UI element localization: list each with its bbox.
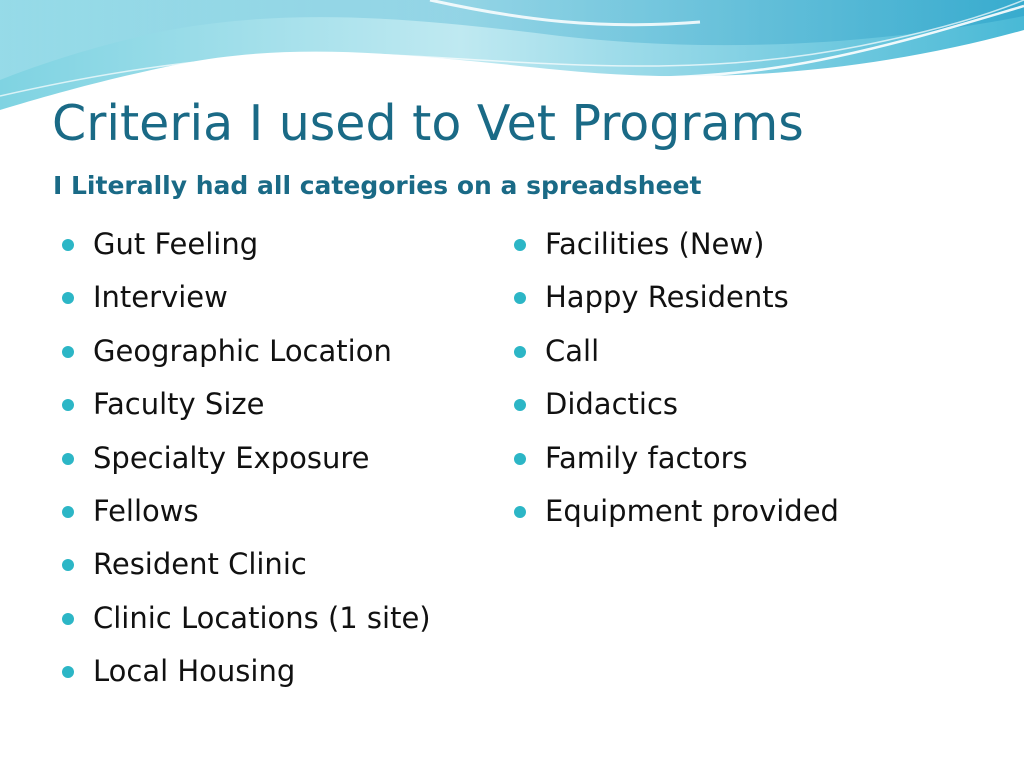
list-item-text: Faculty Size [93, 387, 265, 422]
slide-title: Criteria I used to Vet Programs [52, 95, 804, 152]
list-item [62, 226, 431, 279]
bullet-icon [514, 506, 526, 518]
slide-subtitle: I Literally had all categories on a spreadsheet [53, 171, 702, 200]
list-item-text: Fellows [93, 493, 199, 528]
list-item-text: Local Housing [93, 654, 296, 689]
list-item [62, 493, 431, 546]
list-item [62, 333, 431, 386]
list-item [62, 386, 431, 439]
list-item [514, 440, 839, 493]
list-item [62, 440, 431, 493]
list-item-text: Resident Clinic [93, 547, 307, 582]
bullet-icon [514, 453, 526, 465]
list-item [514, 279, 839, 332]
bullet-icon [62, 613, 74, 625]
bullet-icon [62, 292, 74, 304]
bullet-icon [514, 239, 526, 251]
bullet-icon [514, 399, 526, 411]
list-item [62, 546, 431, 599]
list-item [62, 653, 431, 706]
list-item-text: Didactics [545, 387, 678, 422]
list-item-text: Clinic Locations (1 site) [93, 600, 431, 635]
bullet-icon [62, 239, 74, 251]
list-item [514, 386, 839, 439]
bullet-icon [514, 292, 526, 304]
bullet-icon [62, 559, 74, 571]
list-item [514, 493, 839, 546]
list-item-text: Interview [93, 280, 228, 315]
bullet-icon [62, 346, 74, 358]
list-item [514, 226, 839, 279]
list-item-text: Gut Feeling [93, 227, 259, 261]
list-item [514, 333, 839, 386]
bullet-icon [62, 399, 74, 411]
list-item-text: Geographic Location [93, 333, 392, 368]
left-bullet-list [62, 226, 431, 707]
right-bullet-list [514, 226, 839, 546]
list-item-text: Family factors [545, 440, 748, 475]
list-item-text: Facilities (New) [545, 227, 765, 261]
bullet-icon [62, 506, 74, 518]
bullet-icon [514, 346, 526, 358]
list-item-text: Equipment provided [545, 493, 839, 528]
bullet-icon [62, 453, 74, 465]
list-item-text: Call [545, 333, 600, 368]
list-item-text: Specialty Exposure [93, 440, 370, 475]
list-item [62, 279, 431, 332]
list-item-text: Happy Residents [545, 280, 789, 315]
bullet-icon [62, 666, 74, 678]
list-item [62, 600, 431, 653]
